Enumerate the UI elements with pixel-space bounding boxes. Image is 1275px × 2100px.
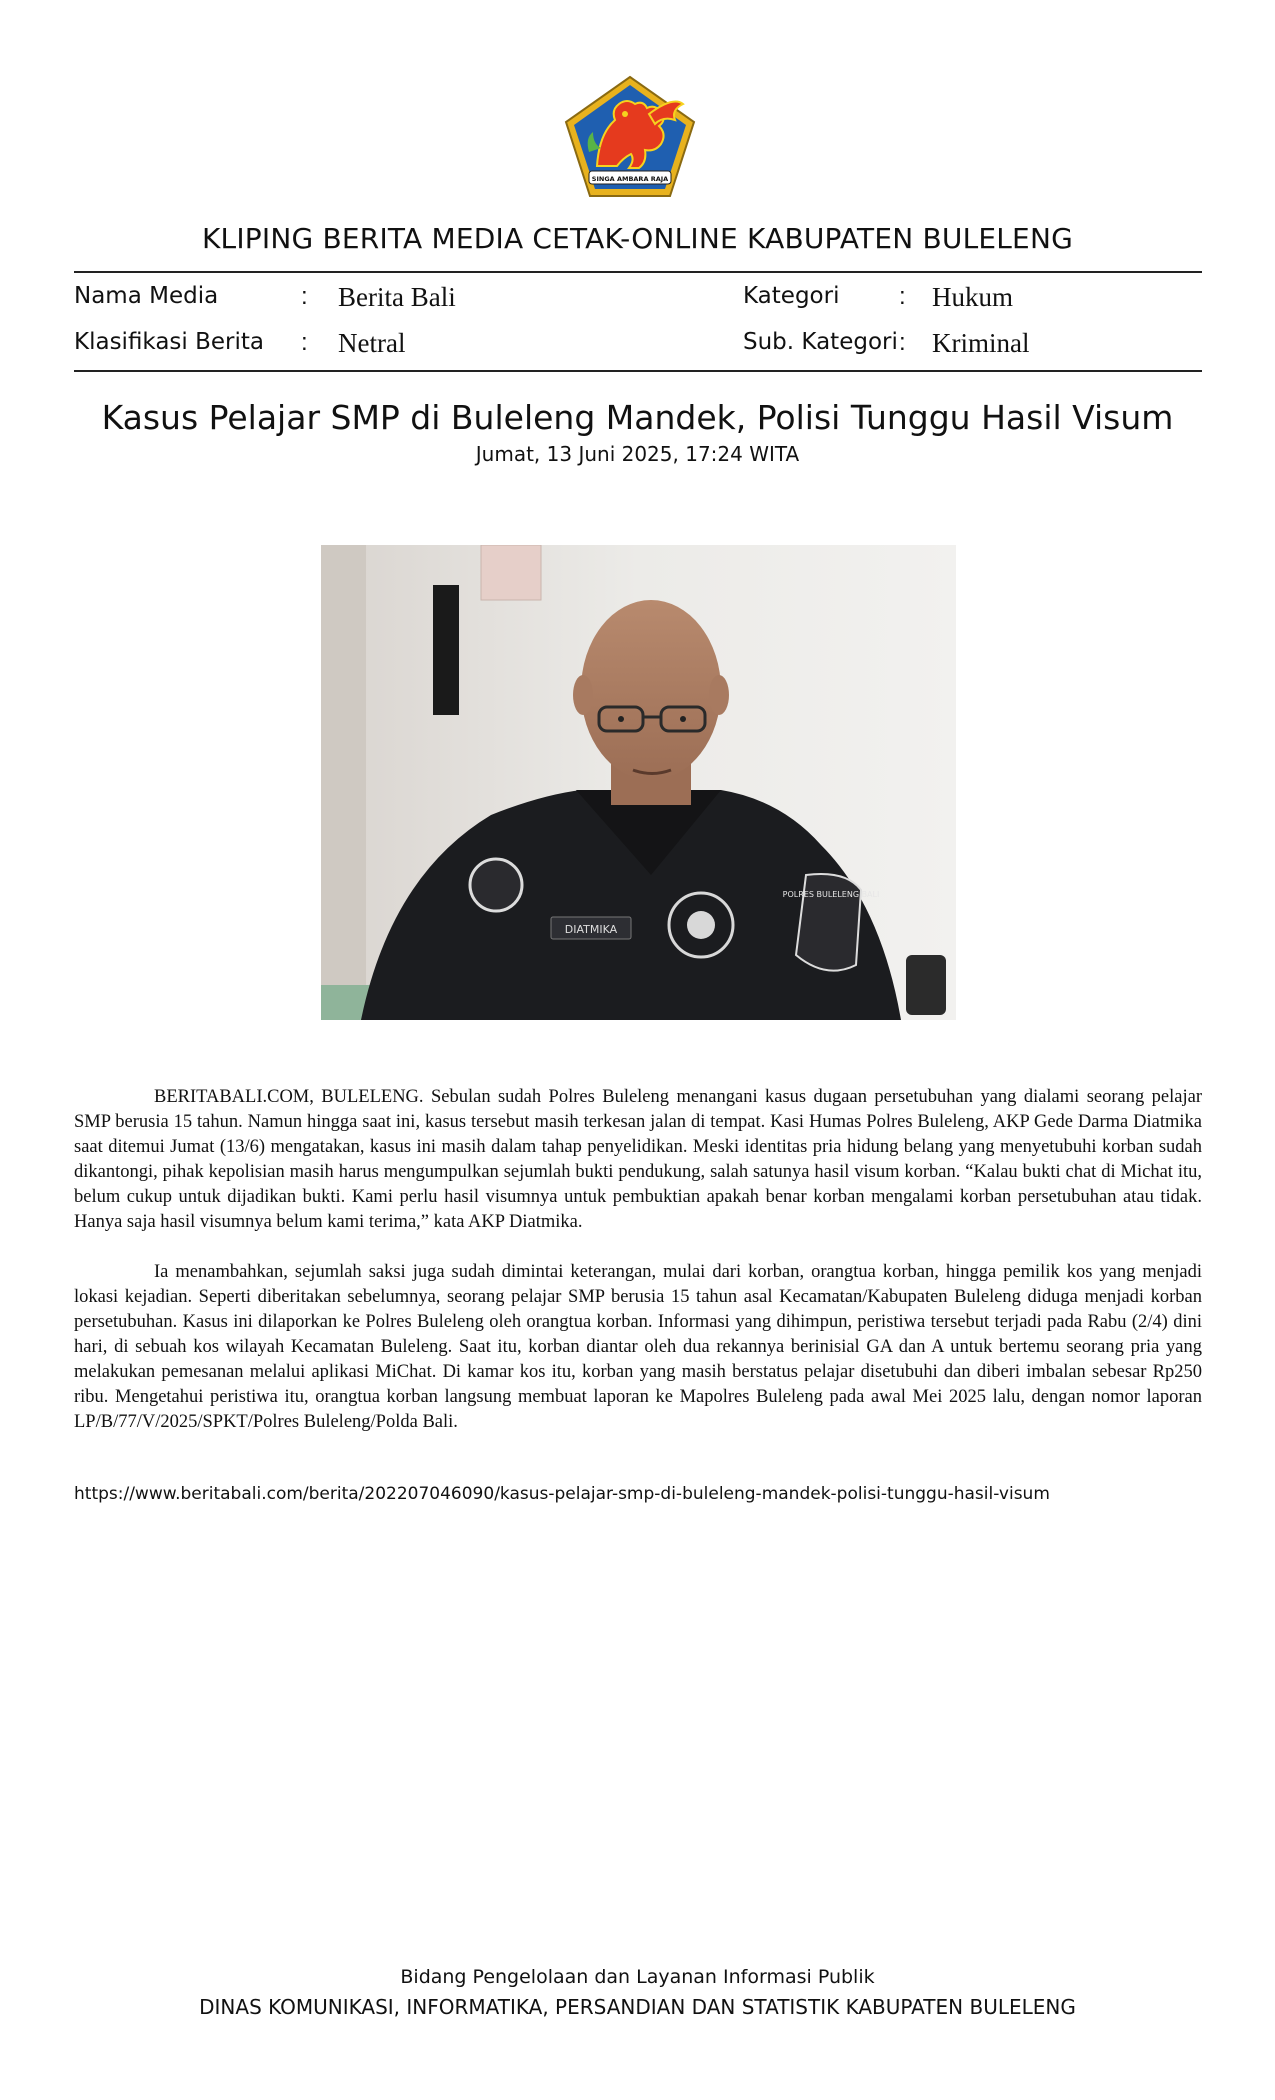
kategori-value: Hukum — [932, 282, 1013, 312]
footer-department: Bidang Pengelolaan dan Layanan Informasi Publik — [400, 1966, 875, 1988]
kliping-title: KLIPING BERITA MEDIA CETAK-ONLINE KABUPATEN BULELENG — [201, 222, 1073, 255]
article-body — [74, 1085, 1202, 1460]
klasifikasi-value: Netral — [338, 328, 406, 358]
singa-ambara-raja-emblem-icon — [563, 74, 697, 200]
footer-agency: DINAS KOMUNIKASI, INFORMATIKA, PERSANDIAN DAN STATISTIK KABUPATEN BULELENG — [199, 1995, 1076, 2019]
media-colon: : — [301, 283, 308, 310]
kategori-label: Kategori — [743, 283, 840, 309]
article-headline: Kasus Pelajar SMP di Buleleng Mandek, Polisi Tunggu Hasil Visum — [101, 398, 1174, 437]
source-link[interactable]: https://www.beritabali.com/berita/202207046090/kasus-pelajar-smp-di-buleleng-mandek-polisi-tunggu-hasil-visum — [74, 1484, 1050, 1504]
article-paragraph-2: Ia menambahkan, sejumlah saksi juga sudah dimintai keterangan, mulai dari korban, orangtua korban, hingga pemilik kos yang menjadi lokasi kejadian. Seperti diberitakan sebelumnya, seorang pelajar SMP berusia 15 tahun asal Kecamatan/Kabupaten Buleleng diduga menjadi korban persetubuhan. Kasus ini dilaporkan ke Polres Buleleng oleh orangtua korban. Informasi yang dihimpun, peristiwa tersebut terjadi pada Rabu (2/4) dini hari, di sebuah kos wilayah Kecamatan Buleleng. Saat itu, korban diantar oleh dua rekannya berinisial GA dan A untuk bertemu seorang pria yang melakukan pemesanan melalui aplikasi MiChat. Di kamar kos itu, korban yang masih berstatus pelajar disetubuhi dan diberi imbalan sebesar Rp250 ribu. Mengetahui peristiwa itu, orangtua korban langsung membuat laporan ke Mapolres Buleleng pada awal Mei 2025 lalu, dengan nomor laporan LP/B/77/V/2025/SPKT/Polres Buleleng/Polda Bali. — [74, 1262, 1202, 1432]
shoulder-patch-text: POLRES BULELENG BALI — [782, 890, 880, 899]
logo-motto: SINGA AMBARA RAJA — [591, 175, 669, 183]
article-photo — [321, 545, 956, 1020]
media-label: Nama Media — [74, 283, 219, 309]
article-dateline: Jumat, 13 Juni 2025, 17:24 WITA — [475, 442, 800, 466]
header-divider-bottom — [74, 370, 1202, 372]
klasifikasi-colon: : — [301, 329, 308, 356]
klasifikasi-label: Klasifikasi Berita — [74, 329, 265, 355]
badge-name: DIATMIKA — [564, 923, 618, 936]
regency-logo — [563, 74, 697, 200]
header-divider-top — [74, 271, 1202, 273]
subkategori-label: Sub. Kategori — [743, 329, 898, 355]
police-officer-photo-icon — [321, 545, 956, 1020]
kategori-colon: : — [899, 283, 906, 310]
subkategori-colon: : — [899, 329, 906, 356]
article-paragraph-1: BERITABALI.COM, BULELENG. Sebulan sudah Polres Buleleng menangani kasus dugaan persetubuhan yang dialami seorang pelajar SMP berusia 15 tahun. Namun hingga saat ini, kasus tersebut masih terkesan jalan di tempat. Kasi Humas Polres Buleleng, AKP Gede Darma Diatmika saat ditemui Jumat (13/6) mengatakan, kasus ini masih dalam tahap penyelidikan. Meski identitas pria hidung belang yang menyetubuhi korban sudah dikantongi, pihak kepolisian masih harus mengumpulkan sejumlah bukti pendukung, salah satunya hasil visum korban. “Kalau bukti chat di Michat itu, belum cukup untuk dijadikan bukti. Kami perlu hasil visumnya untuk pembuktian apakah benar korban mengalami korban persetubuhan atau tidak. Hanya saja hasil visumnya belum kami terima,” kata AKP Diatmika. — [74, 1087, 1202, 1232]
media-value: Berita Bali — [338, 282, 456, 312]
subkategori-value: Kriminal — [932, 328, 1030, 358]
